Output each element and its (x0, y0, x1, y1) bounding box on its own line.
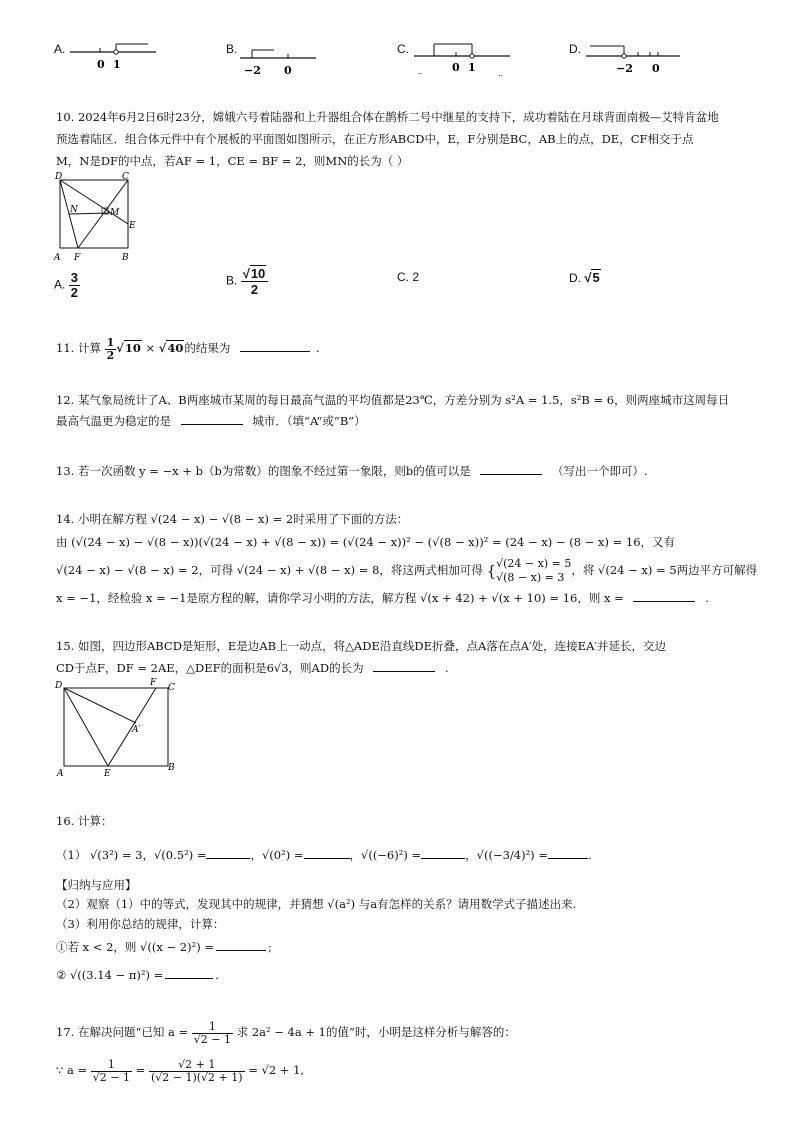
q10-label-b: B (122, 253, 129, 262)
q15-label-d: D (55, 681, 63, 691)
q16-part3-item2: ② √((3.14 − π)²) = . (56, 968, 219, 982)
q15-rectangle-figure (52, 676, 182, 778)
q10-label-m: M (110, 208, 120, 218)
q16-part3: （3）利用你总结的规律，计算： (56, 917, 225, 931)
q9-option-c-label: C. (397, 42, 409, 56)
q15-answer-blank[interactable] (373, 659, 435, 672)
q16-blank-4[interactable] (548, 846, 588, 859)
q17-text-line1: 17. 在解决问题“已知 a = $\frac{1}{√2 - 1}$ 求 2a² − 4a + 1的值”时，小明是这样分析与解答的： (56, 1019, 516, 1046)
q13-answer-blank[interactable] (480, 462, 542, 475)
q9-b-tick-0: 0 (284, 64, 292, 77)
q14-answer-blank[interactable] (633, 589, 695, 602)
q10-label-c: C (122, 172, 129, 182)
q10-label-a: A (54, 253, 61, 262)
q16-blank-2[interactable] (304, 846, 350, 859)
q10-label-n: N (70, 205, 78, 215)
q16-blank-1[interactable] (206, 846, 250, 859)
q10-option-c: C. 2 (397, 270, 420, 284)
q16-title: 16. 计算： (56, 814, 113, 828)
q14-text-line1: 14. 小明在解方程 √(24 − x) − √(8 − x) = 2时采用了下面的方法： (56, 512, 409, 526)
q12-text-line1: 12. 某气象局统计了A、B两座城市某周的每日最高气温的平均值都是23℃，方差分别为 s²A = 1.5，s²B = 6，则两座城市这周每日 (56, 393, 730, 407)
q9-option-d-label: D. (569, 42, 581, 56)
q9-option-d-numberline (584, 38, 684, 78)
q10-label-f: F (74, 253, 81, 262)
q9-c-tick-1: 1 (468, 61, 476, 74)
q10-text-line1: 10. 2024年6月2日6时23分，嫦娥六号着陆器和上升器组合体在鹊桥二号中继星的支持下，成功着陆在月球背面南极—艾特肯盆地 (56, 110, 719, 124)
q16-part3-item1: ①若 x < 2，则 √((x − 2)²) = ; (56, 940, 272, 954)
q11-answer-blank[interactable] (240, 339, 310, 352)
q9-a-tick-0: 0 (97, 58, 105, 71)
q14-text-line3: √(24 − x) − √(8 − x) = 2，可得 √(24 − x) + √(8 − x) = 8，将这两式相加可得 { √(24 − x) = 5 √(8 − x) = 3 ，将 √(24 − x) = 5两边平方可解得 (56, 557, 758, 584)
q9-c-tick-0: 0 (452, 61, 460, 74)
q10-square-figure (52, 170, 142, 262)
q10-option-d: D. √5 (569, 270, 600, 285)
q14-system-eq2: √(8 − x) = 3 (496, 571, 565, 584)
q9-option-a-numberline (68, 38, 158, 74)
q16-part1: （1） √(3²) = 3，√(0.5²) = ，√(0²) = ，√((−6)²) = ，√((−3/4)²) = . (56, 848, 592, 862)
q14-text-line4: x = −1，经检验 x = −1是原方程的解，请你学习小明的方法，解方程 √(x + 42) + √(x + 10) = 16，则 x = . (56, 591, 709, 605)
q15-label-b: B (168, 763, 175, 773)
q16-part2: （2）观察（1）中的等式，发现其中的规律，并猜想 √(a²) 与a有怎样的关系？请用数学式子描述出来. (56, 897, 577, 911)
q9-d-tick-neg2: −2 (616, 62, 633, 75)
q10-label-d: D (55, 172, 63, 182)
q9-option-b-numberline (238, 40, 318, 78)
q10-option-b: B. $\frac{√10}{2}$ (226, 266, 268, 297)
q15-label-e: E (104, 769, 111, 778)
q10-label-e: E (129, 221, 136, 231)
q16-blank-6[interactable] (165, 966, 213, 979)
q16-section-heading: 【归纳与应用】 (56, 878, 137, 892)
q15-label-f: F (150, 678, 157, 688)
q9-option-b-label: B. (226, 42, 238, 56)
q15-label-c: C (168, 683, 175, 693)
q15-label-a-prime: A′ (132, 725, 141, 735)
q10-text-line2: 预选着陆区．组合体元件中有个展板的平面图如图所示，在正方形ABCD中，E，F分别是BC，AB上的点，DE，CF相交于点 (56, 132, 694, 146)
q16-blank-3[interactable] (421, 846, 465, 859)
q9-b-tick-neg2: −2 (244, 64, 261, 77)
q10-text-line3: M，N是DF的中点，若AF = 1，CE = BF = 2，则MN的长为（ ） (56, 154, 409, 168)
svg-text:–: – (418, 69, 422, 78)
q12-text-line2: 最高气温更为稳定的是 城市．（填“A”或“B”） (56, 414, 366, 428)
q16-blank-5[interactable] (216, 938, 266, 951)
q14-text-line2: 由 (√(24 − x) − √(8 − x))(√(24 − x) + √(8 − x)) = (√(24 − x))² − (√(8 − x))² = (24 − x) − (8 − x) = 16，又有 (56, 535, 676, 549)
q9-d-tick-0: 0 (652, 62, 660, 75)
q13-text: 13. 若一次函数 y = −x + b（b为常数）的图象不经过第一象限，则b的值可以是 （写出一个即可）. (56, 464, 648, 478)
q9-a-tick-1: 1 (113, 58, 121, 71)
q15-text-line1: 15. 如图，四边形ABCD是矩形，E是边AB上一动点，将△ADE沿直线DE折叠，点A落在点A′处，连接EA′并延长，交边 (56, 639, 666, 653)
q11-text: 11. 计算 $\frac{1}{2}$ √10 × √40的结果为 . (56, 335, 320, 362)
q12-answer-blank[interactable] (181, 412, 243, 425)
q17-text-line2: ∵ a = $\frac{1}{√2 - 1}$ = $\frac{√2 + 1}{(√2 - 1)(√2 + 1)}$ = √2 + 1, (56, 1057, 305, 1084)
q9-option-c-numberline (410, 38, 515, 78)
q14-system-eq1: √(24 − x) = 5 (496, 557, 572, 570)
q9-option-a-label: A. (54, 42, 66, 56)
svg-text:..: .. (498, 69, 504, 78)
q15-label-a: A (57, 769, 64, 778)
q10-option-a: A. $\frac{3}{2}$ (54, 270, 78, 300)
q15-text-line2: CD于点F，DF = 2AE，△DEF的面积是6√3，则AD的长为 . (56, 661, 449, 675)
